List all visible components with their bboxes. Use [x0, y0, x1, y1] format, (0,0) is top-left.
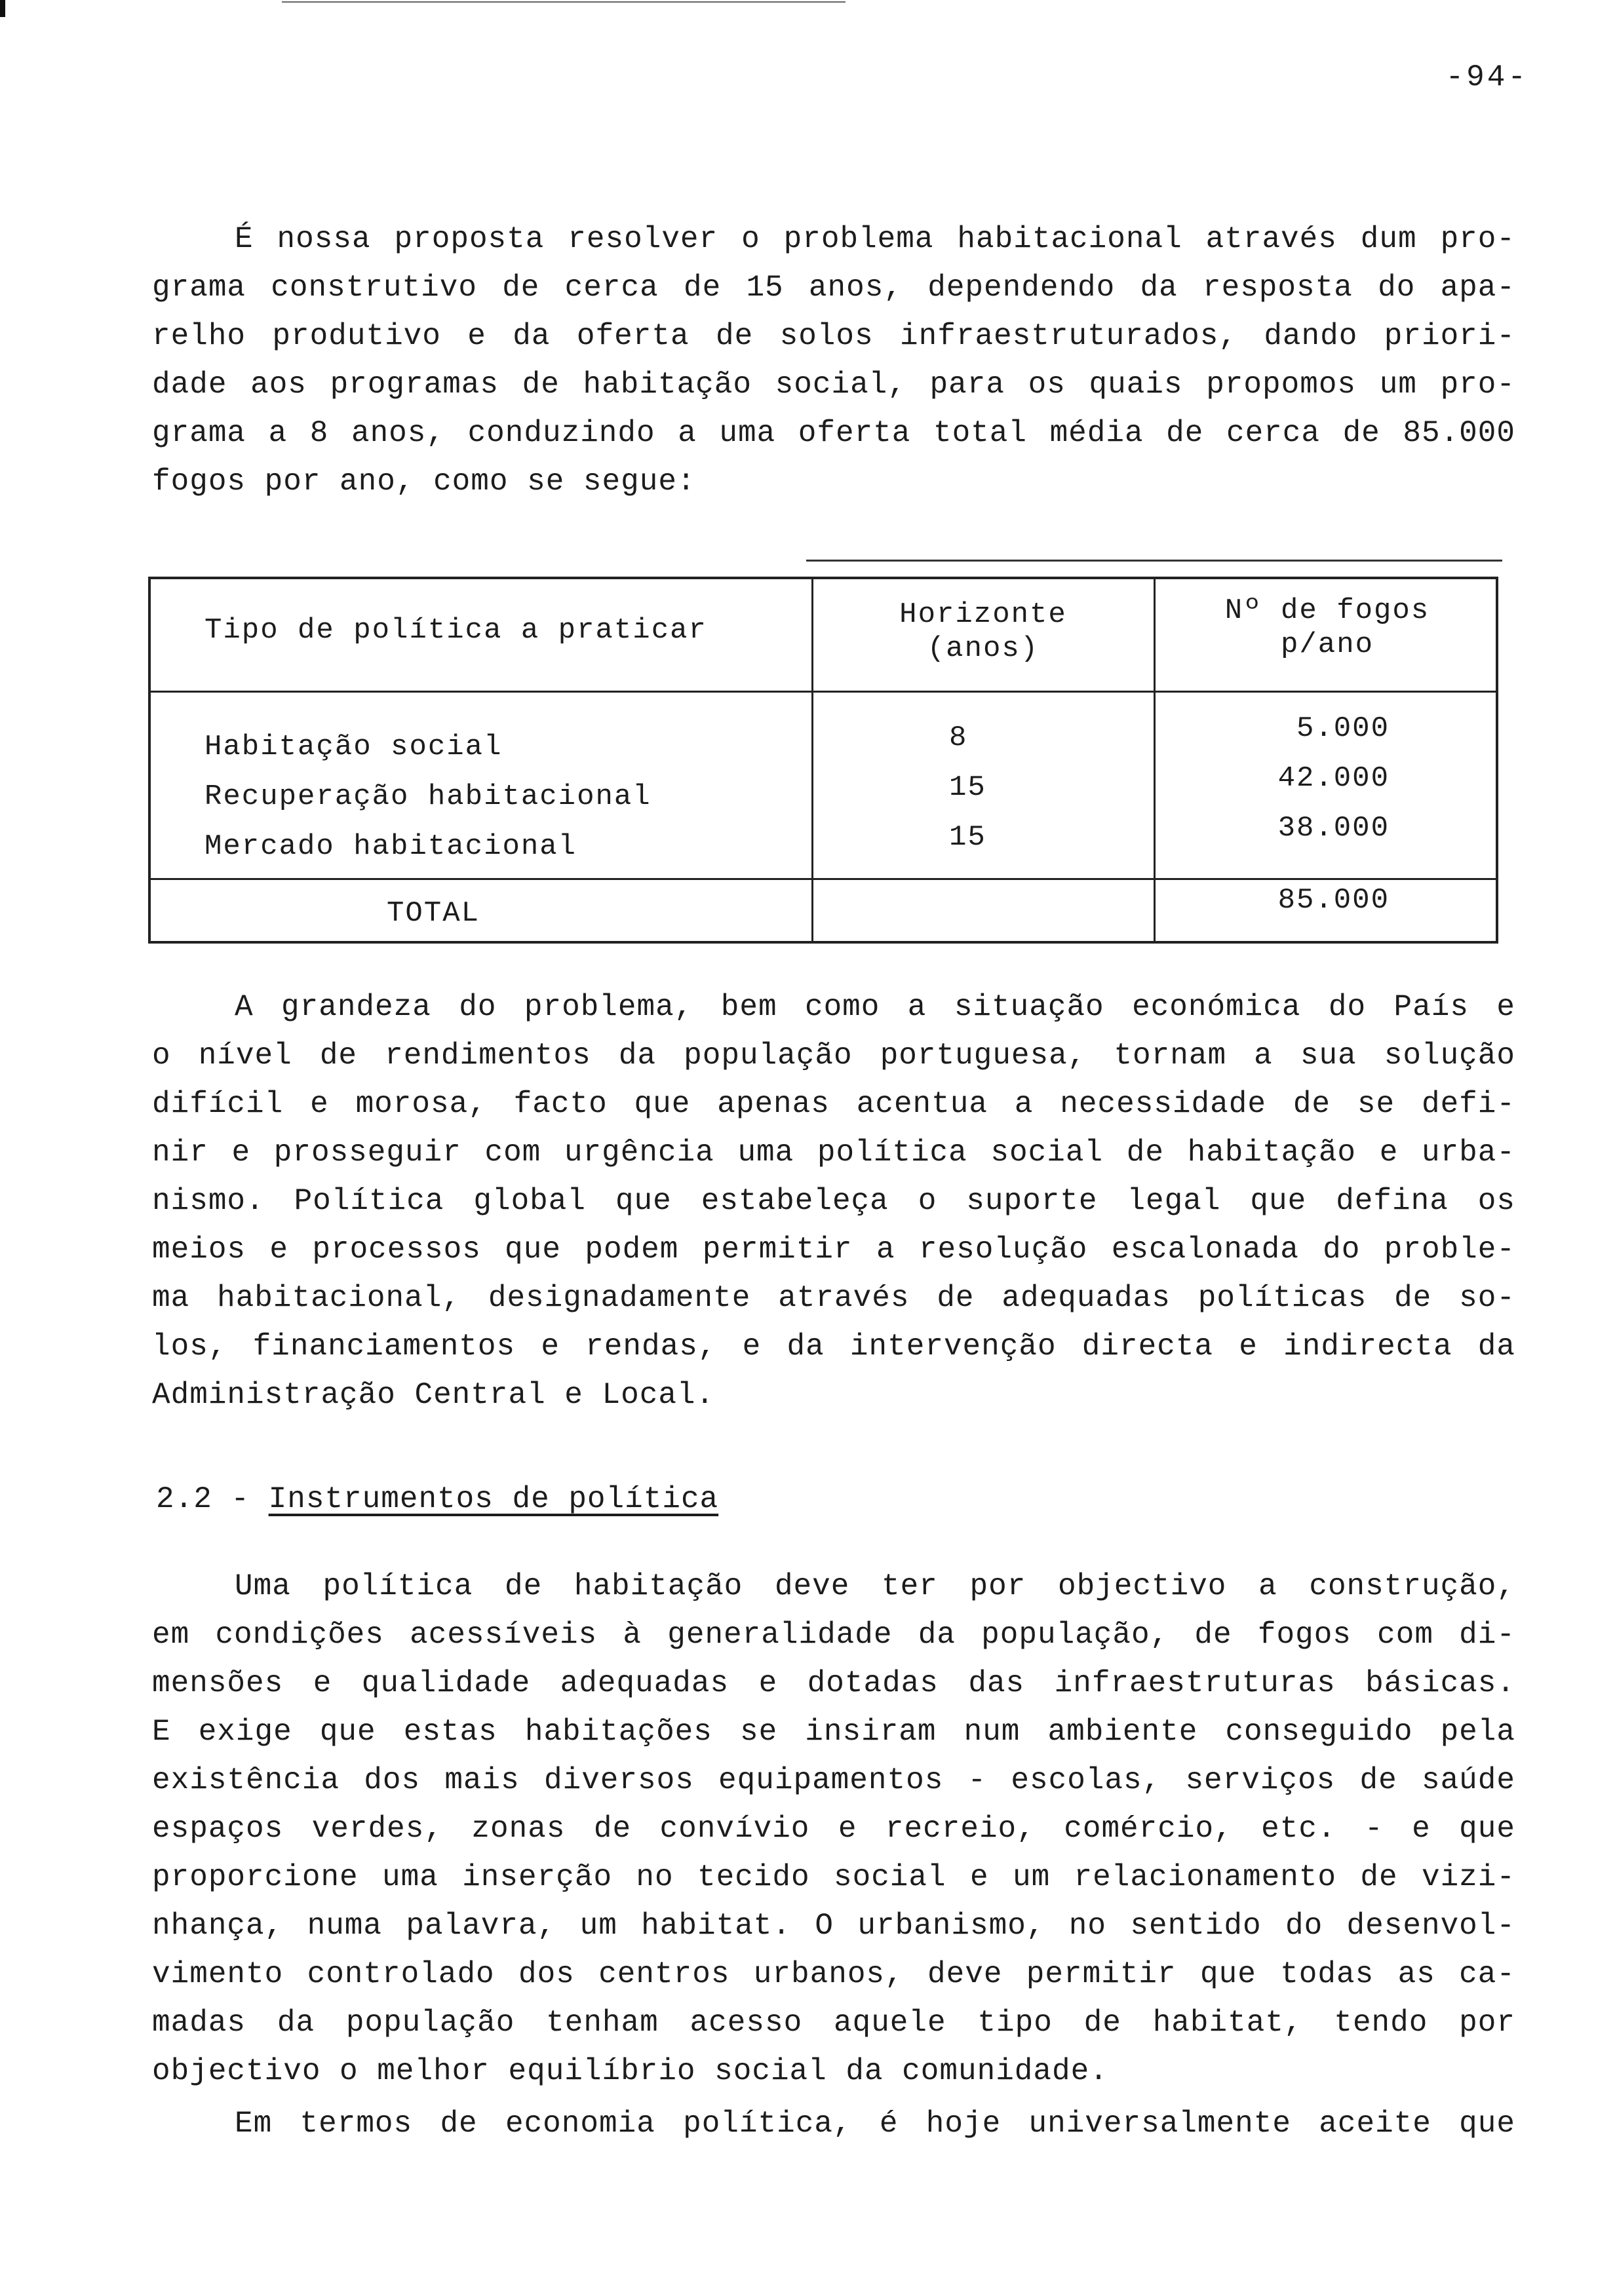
- row-dwellings: 5.000: [1296, 712, 1390, 745]
- row-dwellings: 38.000: [1277, 812, 1390, 845]
- text-line: ma habitacional, designadamente através de adequadas políticas de so-: [152, 1281, 1515, 1315]
- row-horizon: 15: [949, 821, 986, 854]
- text-line: Uma política de habitação deve ter por objectivo a construção,: [235, 1569, 1515, 1603]
- text-line: difícil e morosa, facto que apenas acentua a necessidade de se defi-: [152, 1087, 1515, 1121]
- header-policy-type: Tipo de política a praticar: [204, 614, 707, 647]
- page-number: -94-: [1445, 60, 1528, 94]
- text-line: madas da população tenham acesso aquele tipo de habitat, tendo por: [152, 2006, 1515, 2040]
- paragraph-economy: [152, 2099, 1515, 2148]
- scan-top-rule: [282, 1, 846, 3]
- text-line: nhança, numa palavra, um habitat. O urbanismo, no sentido do desenvol-: [152, 1909, 1515, 1943]
- text-line: E exige que estas habitações se insiram num ambiente conseguido pela: [152, 1715, 1515, 1749]
- row-policy: Habitação social: [204, 731, 503, 763]
- text-line: nismo. Política global que estabeleça o suporte legal que defina os: [152, 1184, 1515, 1218]
- row-horizon: 15: [949, 771, 986, 804]
- text-line: É nossa proposta resolver o problema habitacional através dum pro-: [235, 222, 1515, 256]
- paragraph-intro: [152, 215, 1515, 506]
- text-line: mensões e qualidade adequadas e dotadas das infraestruturas básicas.: [152, 1666, 1515, 1700]
- scan-corner-mark: [0, 0, 5, 17]
- text-line: dade aos programas de habitação social, para os quais propomos um pro-: [152, 368, 1515, 402]
- text-line: meios e processos que podem permitir a resolução escalonada do proble-: [152, 1233, 1515, 1267]
- section-title: Instrumentos de política: [268, 1482, 719, 1516]
- text-line: los, financiamentos e rendas, e da intervenção directa e indirecta da: [152, 1330, 1515, 1364]
- paragraph-instruments: [152, 1562, 1515, 2095]
- text-line: objectivo o melhor equilíbrio social da comunidade.: [152, 2054, 1108, 2088]
- header-horizon-line2: (anos): [927, 632, 1040, 665]
- policy-table: [148, 577, 1498, 944]
- text-line: proporcione uma inserção no tecido social e um relacionamento de vizi-: [152, 1860, 1515, 1894]
- text-line: Em termos de economia política, é hoje universalmente aceite que: [235, 2107, 1515, 2141]
- total-label: TOTAL: [387, 897, 480, 930]
- header-dwellings: [1156, 594, 1498, 662]
- table-column-divider: [1154, 579, 1156, 941]
- section-number: 2.2 -: [156, 1482, 250, 1516]
- table-column-divider: [811, 579, 813, 941]
- total-dwellings: 85.000: [1277, 884, 1390, 917]
- row-policy: Recuperação habitacional: [204, 780, 652, 813]
- text-line: Administração Central e Local.: [152, 1378, 715, 1412]
- header-horizon: [814, 598, 1152, 666]
- table-total-divider: [151, 878, 1496, 880]
- text-line: A grandeza do problema, bem como a situação económica do País e: [235, 990, 1515, 1024]
- text-line: existência dos mais diversos equipamentos - escolas, serviços de saúde: [152, 1763, 1515, 1797]
- header-dwellings-line1: Nº de fogos: [1224, 594, 1430, 627]
- header-horizon-line1: Horizonte: [899, 598, 1067, 631]
- section-heading: [156, 1482, 718, 1516]
- table-overline: [806, 560, 1502, 562]
- table-header-divider: [151, 691, 1496, 693]
- paragraph-problem: [152, 983, 1515, 1419]
- text-line: vimento controlado dos centros urbanos, deve permitir que todas as ca-: [152, 1957, 1515, 1991]
- text-line: em condições acessíveis à generalidade da população, de fogos com di-: [152, 1618, 1515, 1652]
- text-line: grama a 8 anos, conduzindo a uma oferta total média de cerca de 85.000: [152, 416, 1515, 450]
- text-line: grama construtivo de cerca de 15 anos, dependendo da resposta do apa-: [152, 271, 1515, 305]
- header-dwellings-line2: p/ano: [1280, 628, 1374, 661]
- text-line: nir e prosseguir com urgência uma política social de habitação e urba-: [152, 1136, 1515, 1170]
- row-horizon: 8: [949, 721, 968, 754]
- row-policy: Mercado habitacional: [204, 830, 577, 863]
- text-line: relho produtivo e da oferta de solos infraestruturados, dando priori-: [152, 319, 1515, 353]
- text-line: fogos por ano, como se segue:: [152, 465, 696, 499]
- text-line: o nível de rendimentos da população portuguesa, tornam a sua solução: [152, 1039, 1515, 1073]
- text-line: espaços verdes, zonas de convívio e recreio, comércio, etc. - e que: [152, 1812, 1515, 1846]
- row-dwellings: 42.000: [1277, 762, 1390, 795]
